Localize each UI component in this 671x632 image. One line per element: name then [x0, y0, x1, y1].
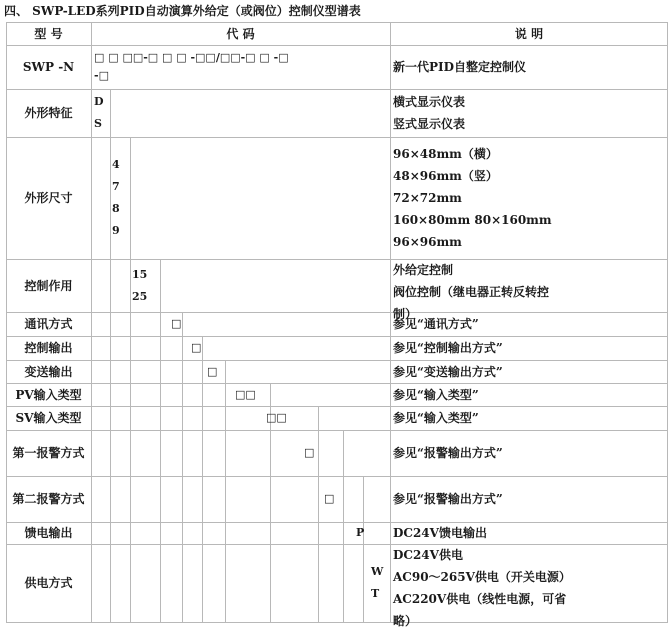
code-value: 7 [112, 180, 120, 193]
code-value: 4 [112, 158, 120, 171]
code-value: P [356, 526, 365, 539]
code-column-divider [390, 22, 391, 622]
row-label: 第二报警方式 [12, 492, 85, 506]
code-step-divider [110, 89, 111, 622]
code-value: □ [207, 364, 218, 378]
row-label: 控制输出 [24, 341, 73, 355]
row-description: 参见“报警输出方式” [393, 492, 503, 506]
code-value: 25 [132, 289, 148, 303]
row-description: 48×96mm（竖） [393, 169, 498, 183]
row-description: 参见“报警输出方式” [393, 446, 503, 460]
code-step-divider [363, 476, 364, 622]
code-step-divider [343, 430, 344, 622]
row-description: 160×80mm 80×160mm [393, 213, 552, 227]
row-description: 横式显示仪表 [393, 95, 466, 109]
row-divider [6, 476, 668, 477]
code-value: W [371, 565, 384, 578]
code-value: -□ [94, 69, 109, 82]
row-description: 制） [393, 307, 418, 321]
header-desc: 说 明 [514, 26, 544, 41]
code-step-divider [202, 336, 203, 622]
code-value: □□ [266, 411, 287, 424]
code-value: T [371, 587, 380, 600]
row-description: 参见“输入类型” [393, 387, 479, 402]
header-code: 代 码 [226, 26, 255, 41]
row-description: 竖式显示仪表 [393, 117, 466, 131]
page-title: 四、 SWP-LED系列PID自动演算外给定（或阀位）控制仪型谱表 [4, 4, 361, 18]
row-description: 96×96mm [393, 235, 462, 249]
code-value: □ [304, 446, 315, 459]
code-step-divider [160, 259, 161, 622]
code-value: □□ [235, 387, 256, 401]
code-value: □ [324, 492, 335, 505]
row-divider [6, 383, 668, 384]
model-spectrum-table [6, 22, 668, 628]
row-label: SV输入类型 [15, 411, 82, 425]
row-divider [6, 137, 668, 138]
code-value: □ □ □□-□ □ □ -□□/□□-□ □ -□ [94, 51, 289, 64]
row-description: 参见“输入类型” [393, 411, 479, 425]
table-border-left [6, 22, 7, 622]
code-step-divider [225, 360, 226, 622]
code-value: 8 [112, 202, 120, 215]
row-description: 新一代PID自整定控制仪 [393, 60, 527, 74]
row-description: AC90～265V供电（开关电源） [393, 570, 571, 584]
code-step-divider [130, 137, 131, 622]
row-divider [6, 360, 668, 361]
row-description: 72×72mm [393, 191, 462, 205]
code-step-divider [182, 312, 183, 622]
row-label: SWP -N [22, 60, 75, 74]
row-divider [6, 89, 668, 90]
row-divider [6, 522, 668, 523]
row-description: DC24V供电 [393, 548, 463, 562]
row-description: DC24V馈电输出 [393, 526, 487, 540]
row-divider [6, 259, 668, 260]
row-description: 外给定控制 [393, 263, 454, 277]
row-label: 外形特征 [24, 106, 73, 120]
row-label: 控制作用 [24, 278, 73, 293]
row-divider [6, 312, 668, 313]
row-description: AC220V供电（线性电源，可省 [393, 592, 567, 606]
row-label: 供电方式 [24, 576, 73, 590]
row-divider [6, 336, 668, 337]
row-description: 96×48mm（横） [393, 147, 498, 161]
code-value: 15 [132, 267, 148, 281]
row-description: 参见“控制输出方式” [393, 341, 503, 355]
code-value: S [94, 117, 102, 130]
code-value: □ [171, 317, 182, 330]
code-value: 9 [112, 224, 120, 237]
row-label: PV输入类型 [15, 387, 82, 402]
code-value: D [94, 95, 104, 108]
row-description: 阀位控制（继电器正转反转控 [393, 285, 550, 299]
row-label: 馈电输出 [24, 526, 73, 540]
row-label: 通讯方式 [24, 317, 73, 331]
row-divider [6, 544, 668, 545]
label-column-divider [91, 22, 92, 622]
row-label: 第一报警方式 [12, 446, 85, 460]
table-border-right [667, 22, 668, 622]
header-model: 型 号 [34, 26, 63, 41]
table-border-bottom [6, 622, 668, 623]
row-label: 变送输出 [24, 364, 73, 379]
row-description: 参见“变送输出方式” [393, 364, 503, 379]
row-divider [6, 45, 668, 46]
row-description: 略） [393, 614, 418, 628]
code-value: □ [191, 341, 202, 354]
row-label: 外形尺寸 [24, 191, 73, 205]
row-divider [6, 430, 668, 431]
code-step-divider [318, 406, 319, 622]
row-divider [6, 406, 668, 407]
row-description: 参见“通讯方式” [393, 317, 479, 331]
